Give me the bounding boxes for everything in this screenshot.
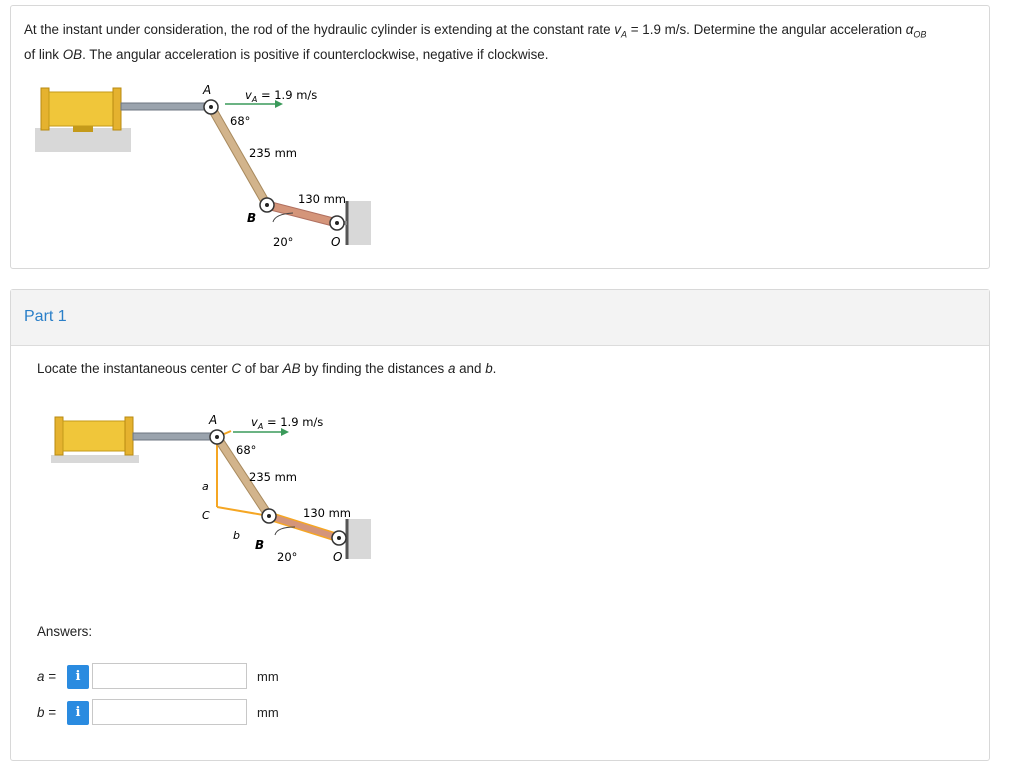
info-icon[interactable]: i (67, 701, 89, 725)
instr-text-b: of bar (240, 361, 283, 376)
wall-support (347, 201, 371, 245)
instr-text-a: Locate the instantaneous center (37, 361, 232, 376)
answer-a-label: a = (37, 669, 56, 684)
angle-68-label-2: 68° (236, 443, 257, 457)
cylinder-front-cap-2 (125, 417, 133, 455)
pin-A-2-center (215, 435, 219, 439)
problem-alpha-symbol: α (905, 22, 914, 37)
length-OB-label-2: 130 mm (303, 506, 352, 520)
length-AB-label: 235 mm (249, 146, 298, 160)
instr-and: and (455, 361, 486, 376)
angle-20-label-2: 20° (277, 550, 298, 564)
problem-v-sub: A (621, 29, 628, 40)
label-B: B (247, 211, 257, 225)
answers-label: Answers: (37, 624, 93, 639)
answer-a-unit: mm (257, 669, 279, 684)
answer-b-label: b = (37, 705, 56, 720)
label-a-distance: a (202, 480, 209, 493)
instr-a: a (447, 361, 456, 376)
hydraulic-cylinder (49, 92, 113, 126)
mechanism-figure (35, 76, 380, 256)
instant-center-figure (37, 405, 382, 580)
part-title[interactable]: Part 1 (24, 308, 67, 325)
problem-statement (24, 20, 979, 64)
problem-text-lead: At the instant under consideration, the rod of the hydraulic cylinder is extending at the constant rate (24, 22, 615, 37)
hydraulic-cylinder-2 (63, 421, 125, 451)
answer-b-unit: mm (257, 705, 279, 720)
part-instructions (37, 361, 496, 376)
instr-C: C (231, 361, 241, 376)
label-A: A (203, 83, 212, 97)
instr-end: . (492, 361, 497, 376)
pin-O-2-center (337, 536, 341, 540)
pin-A-center (209, 105, 213, 109)
length-OB-label: 130 mm (298, 192, 347, 206)
instr-AB: AB (282, 361, 301, 376)
angle-20-arc-2 (275, 527, 295, 535)
wall-support-2 (347, 519, 371, 559)
problem-ob: OB (62, 46, 83, 62)
cylinder-end-cap (41, 88, 49, 130)
label-A-2: A (209, 413, 218, 427)
answer-b-input[interactable] (92, 699, 247, 725)
info-icon[interactable]: i (67, 665, 89, 689)
velocity-arrowhead-2 (281, 428, 289, 436)
cylinder-foot (73, 126, 93, 132)
length-AB-label-2: 235 mm (249, 470, 298, 484)
ground-support-2 (51, 455, 139, 463)
piston-rod (121, 103, 205, 110)
part-card (10, 289, 990, 761)
instr-b: b (485, 361, 493, 376)
piston-rod-2 (133, 433, 211, 440)
part-header (11, 290, 989, 346)
problem-card (10, 5, 990, 269)
label-O: O (331, 235, 341, 249)
problem-text-line2b: . The angular acceleration is positive if counterclockwise, negative if clockwise. (82, 46, 549, 62)
problem-text-mid: = 1.9 m/s. Determine the angular acceleration (627, 22, 906, 37)
velocity-label-2: $v_A = 1.9$ m/s (251, 415, 324, 431)
pin-B-center (265, 203, 269, 207)
cylinder-end-cap-2 (55, 417, 63, 455)
problem-alpha-sub: OB (913, 29, 927, 40)
label-B-2: B (255, 538, 265, 552)
velocity-label: $v_A = 1.9$ m/s (245, 88, 318, 104)
angle-20-label: 20° (273, 235, 294, 249)
angle-68-label: 68° (230, 114, 251, 128)
link-OB-fill (267, 205, 337, 223)
problem-v-symbol: v (614, 22, 621, 37)
cylinder-front-cap (113, 88, 121, 130)
label-C: C (202, 509, 210, 522)
answer-a-input[interactable] (92, 663, 247, 689)
pin-B-2-center (267, 514, 271, 518)
label-O-2: O (333, 550, 343, 564)
instr-text-c: by finding the distances (300, 361, 448, 376)
label-b-distance: b (233, 529, 240, 542)
problem-text-line2a: of link (24, 46, 63, 62)
pin-O-center (335, 221, 339, 225)
